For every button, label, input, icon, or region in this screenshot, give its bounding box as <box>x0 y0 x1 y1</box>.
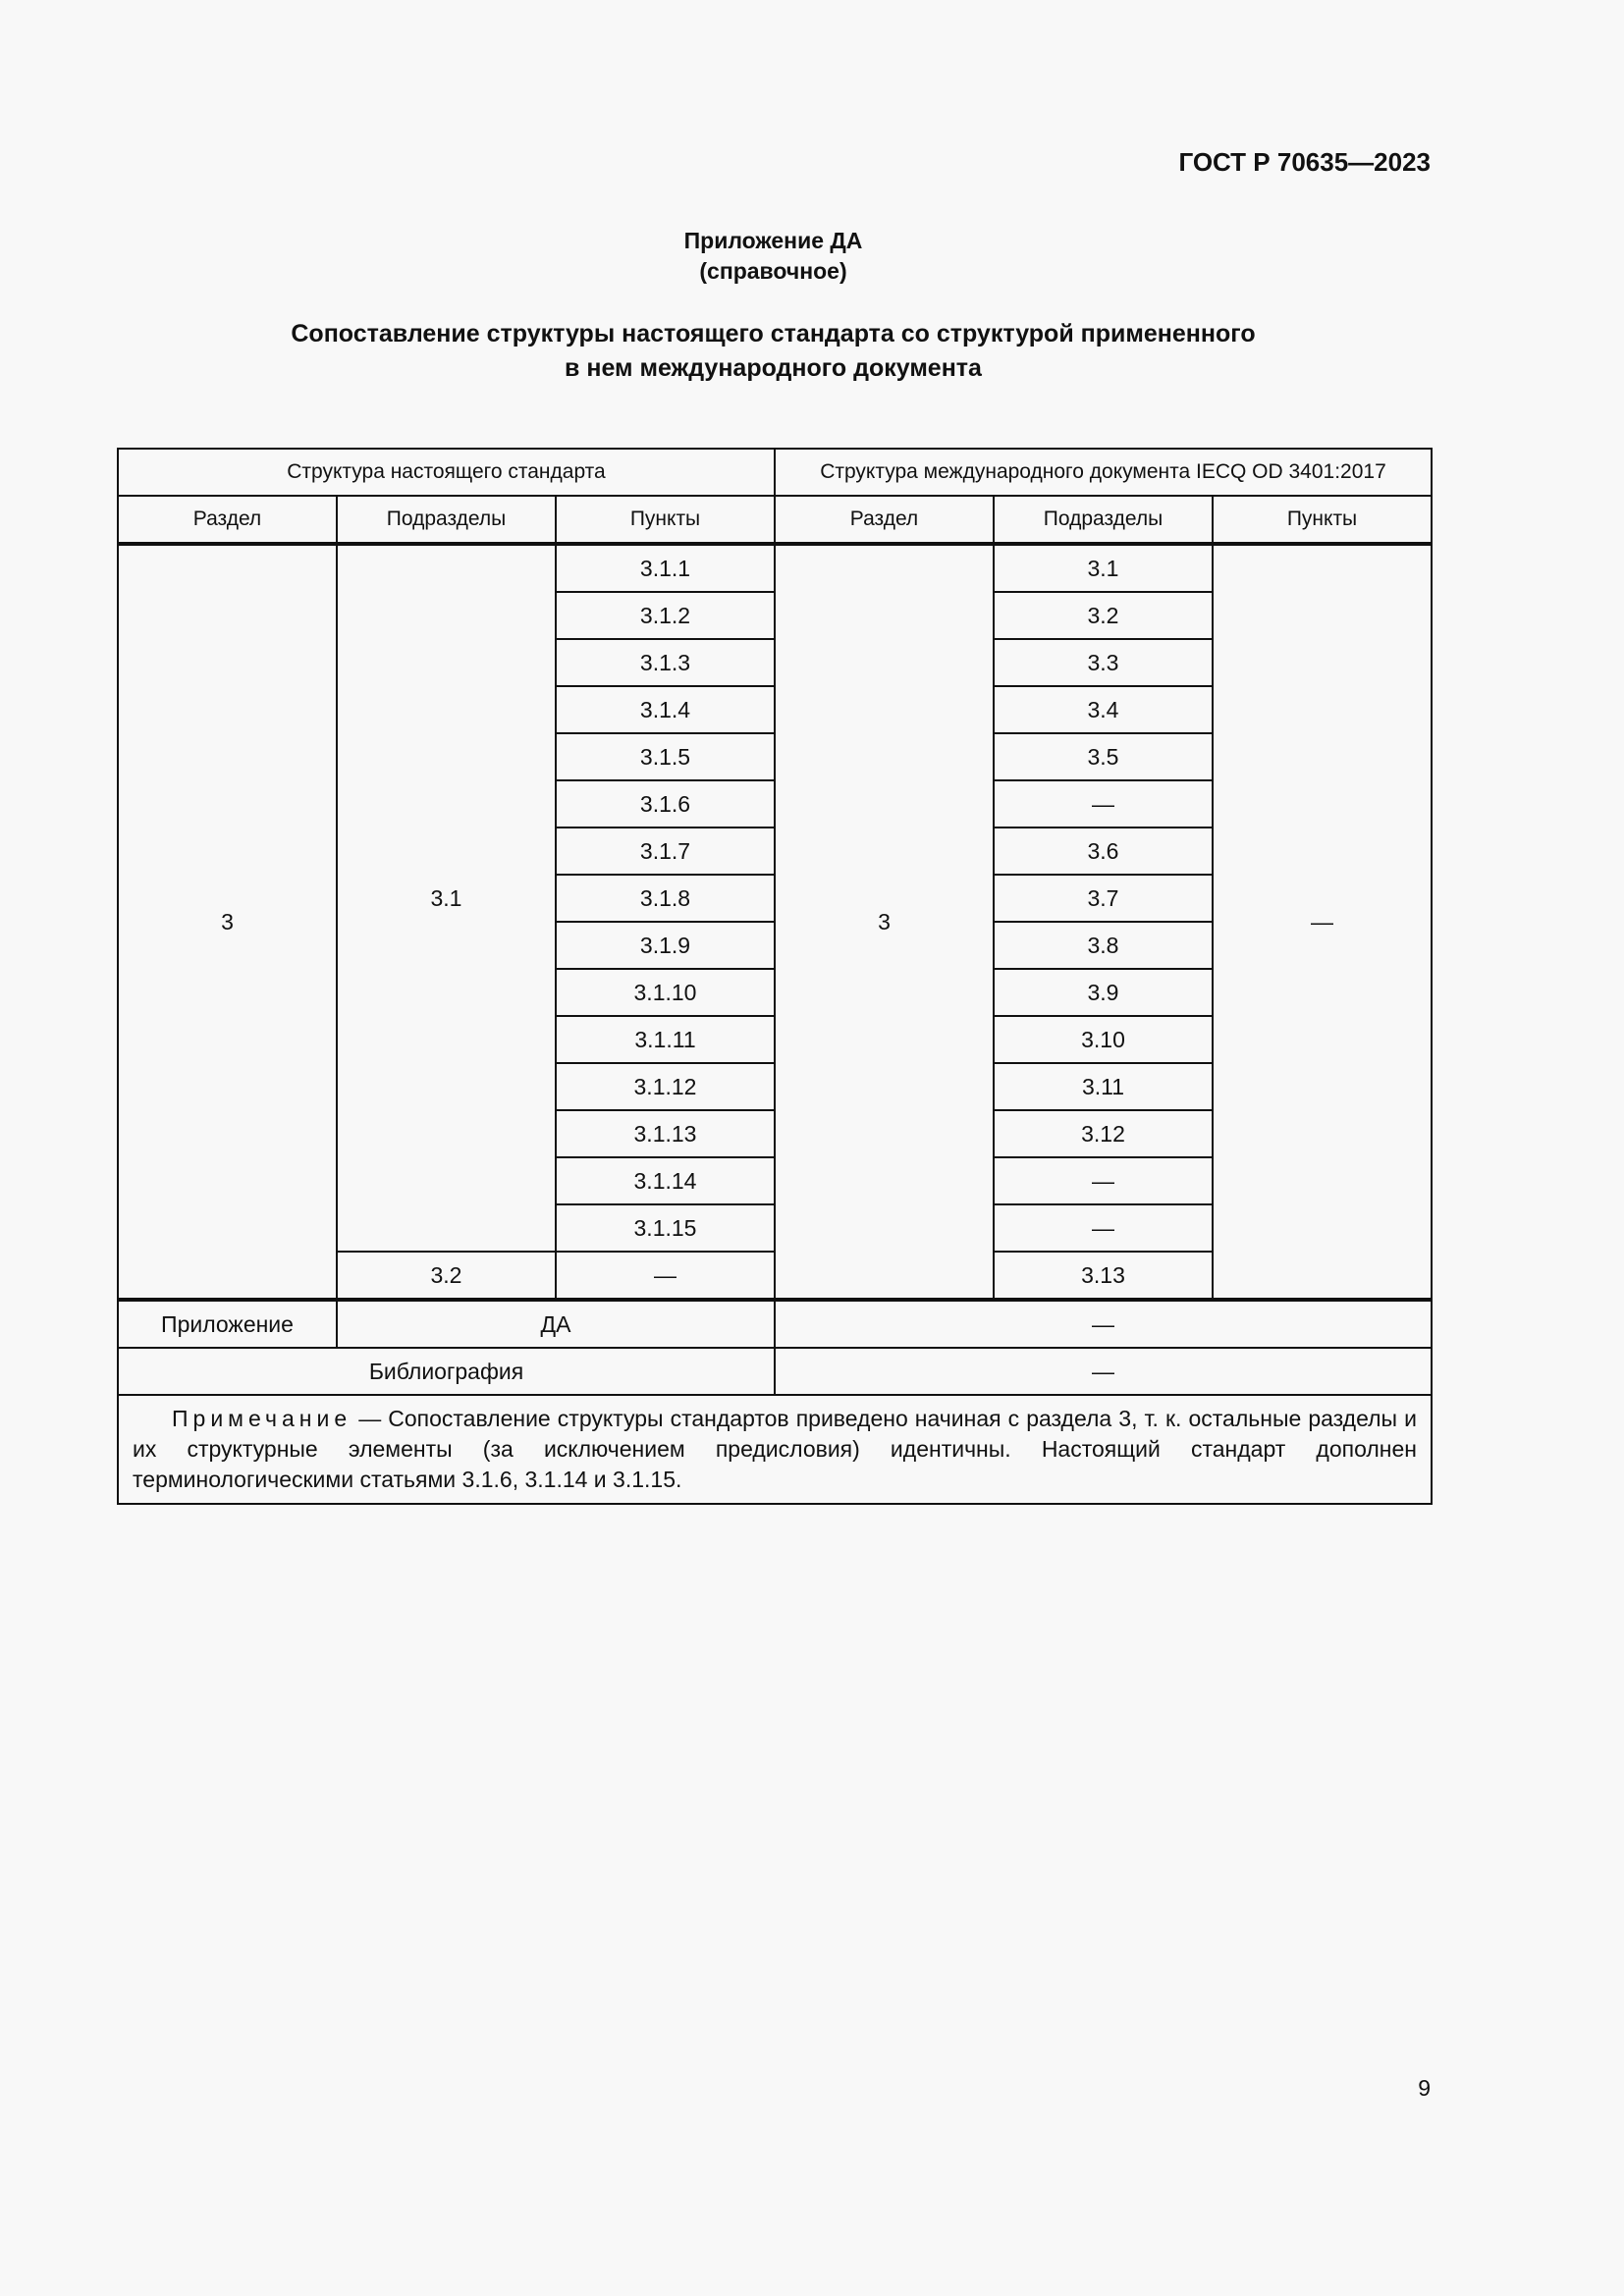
left-point-cell: — <box>556 1252 775 1300</box>
bibliography-right-value-cell: — <box>775 1348 1432 1395</box>
appendix-subtitle: (справочное) <box>699 258 847 284</box>
right-subsection-cell: 3.12 <box>994 1110 1213 1157</box>
column-header: Пункты <box>1213 496 1432 544</box>
appendix-heading <box>0 226 1546 287</box>
note-text: — Сопоставление структуры стандартов приведено начиная с раздела 3, т. к. остальные разделы и их структурные элементы (за исключением предисловия) идентичны. Настоящий стандарт дополнен терминологическими статьями 3.1.6, 3.1.14 и 3.1.15. <box>133 1406 1417 1492</box>
left-point-cell: 3.1.5 <box>556 733 775 780</box>
right-subsection-cell: 3.4 <box>994 686 1213 733</box>
left-subsection-cell: 3.2 <box>337 1252 556 1300</box>
document-code: ГОСТ Р 70635—2023 <box>1178 147 1431 177</box>
appendix-right-value-cell: — <box>775 1300 1432 1348</box>
right-subsection-cell: 3.9 <box>994 969 1213 1016</box>
appendix-title: Приложение ДА <box>683 228 863 253</box>
table-group-header-row <box>118 449 1432 496</box>
left-point-cell: 3.1.3 <box>556 639 775 686</box>
column-header: Подразделы <box>337 496 556 544</box>
right-subsection-cell: 3.7 <box>994 875 1213 922</box>
page-title-line-1: Сопоставление структуры настоящего стандарта со структурой примененного <box>291 320 1256 347</box>
right-subsection-cell: — <box>994 1157 1213 1204</box>
left-point-cell: 3.1.12 <box>556 1063 775 1110</box>
bibliography-row <box>118 1348 1432 1395</box>
structure-comparison-table <box>117 448 1433 1505</box>
left-point-cell: 3.1.1 <box>556 544 775 592</box>
column-header: Раздел <box>118 496 337 544</box>
right-subsection-cell: 3.2 <box>994 592 1213 639</box>
group-header-current-standard: Структура настоящего стандарта <box>118 449 775 496</box>
page-title <box>0 317 1546 386</box>
left-subsection-cell: 3.1 <box>337 544 556 1252</box>
right-subsection-cell: 3.6 <box>994 828 1213 875</box>
right-subsection-cell: 3.1 <box>994 544 1213 592</box>
left-point-cell: 3.1.7 <box>556 828 775 875</box>
column-header: Раздел <box>775 496 994 544</box>
group-header-international-document: Структура международного документа IECQ OD 3401:2017 <box>775 449 1432 496</box>
left-point-cell: 3.1.13 <box>556 1110 775 1157</box>
left-point-cell: 3.1.14 <box>556 1157 775 1204</box>
right-section-cell: 3 <box>775 544 994 1300</box>
note-lead: Примечание <box>172 1406 352 1431</box>
appendix-row <box>118 1300 1432 1348</box>
left-point-cell: 3.1.4 <box>556 686 775 733</box>
right-subsection-cell: — <box>994 1204 1213 1252</box>
left-point-cell: 3.1.9 <box>556 922 775 969</box>
column-header: Подразделы <box>994 496 1213 544</box>
right-points-cell: — <box>1213 544 1432 1300</box>
right-subsection-cell: 3.3 <box>994 639 1213 686</box>
table-column-header-row <box>118 496 1432 544</box>
right-subsection-cell: 3.10 <box>994 1016 1213 1063</box>
right-subsection-cell: 3.11 <box>994 1063 1213 1110</box>
right-subsection-cell: — <box>994 780 1213 828</box>
bibliography-label-cell: Библиография <box>118 1348 775 1395</box>
right-subsection-cell: 3.8 <box>994 922 1213 969</box>
left-point-cell: 3.1.15 <box>556 1204 775 1252</box>
page-number: 9 <box>1418 2075 1431 2101</box>
left-point-cell: 3.1.6 <box>556 780 775 828</box>
left-point-cell: 3.1.2 <box>556 592 775 639</box>
table-row <box>118 544 1432 592</box>
left-point-cell: 3.1.10 <box>556 969 775 1016</box>
table-note <box>118 1395 1432 1504</box>
left-point-cell: 3.1.8 <box>556 875 775 922</box>
left-section-cell: 3 <box>118 544 337 1300</box>
appendix-left-value-cell: ДА <box>337 1300 775 1348</box>
right-subsection-cell: 3.5 <box>994 733 1213 780</box>
column-header: Пункты <box>556 496 775 544</box>
appendix-label-cell: Приложение <box>118 1300 337 1348</box>
page-title-line-2: в нем международного документа <box>565 354 982 382</box>
left-point-cell: 3.1.11 <box>556 1016 775 1063</box>
note-row <box>118 1395 1432 1504</box>
right-subsection-cell: 3.13 <box>994 1252 1213 1300</box>
